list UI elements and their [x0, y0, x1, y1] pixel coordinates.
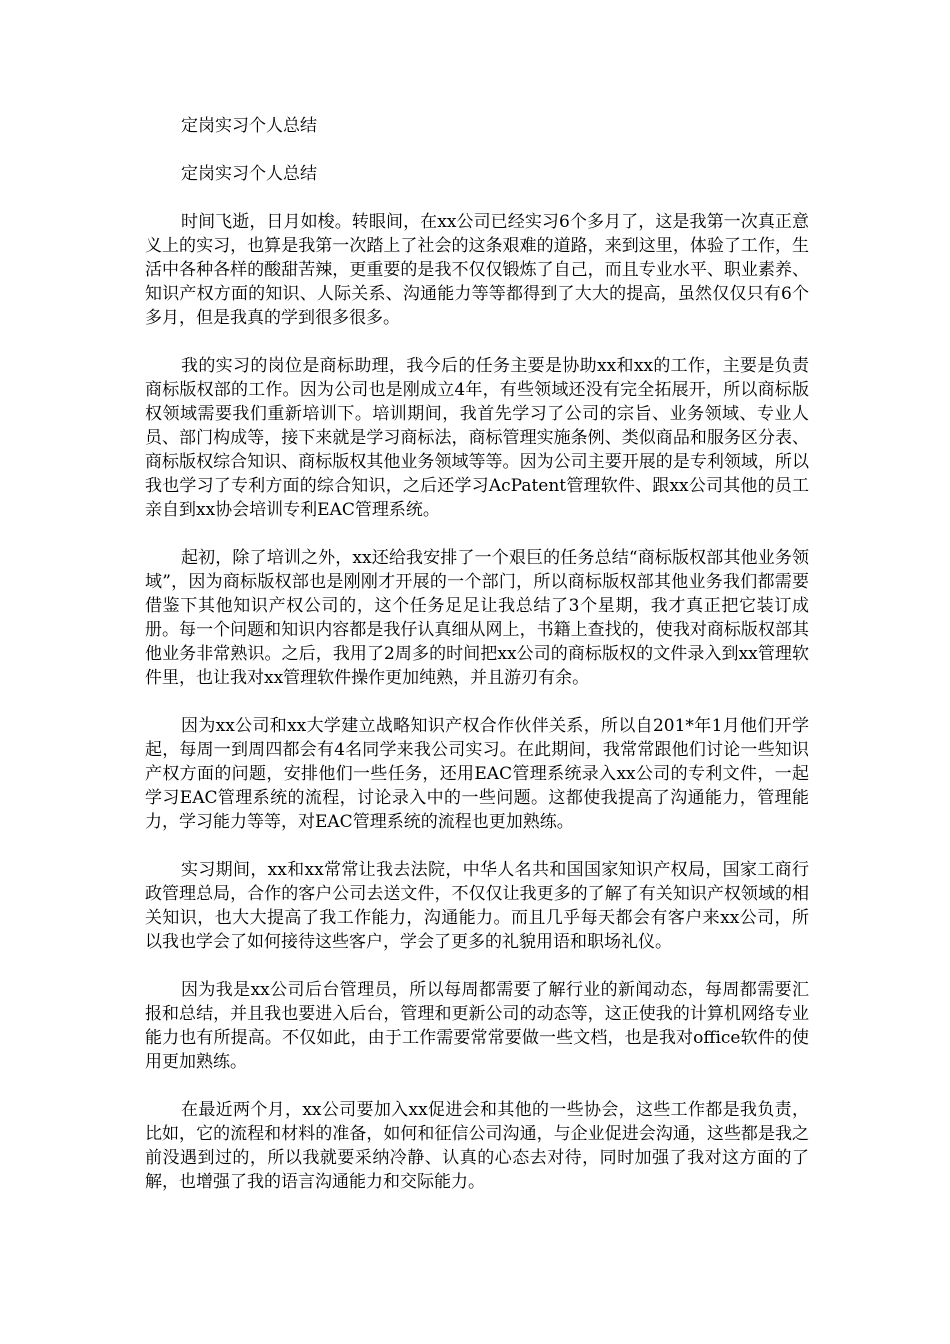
paragraph-7: 在最近两个月，xx公司要加入xx促进会和其他的一些协会，这些工作都是我负责，比如，它的流程和材料的准备，如何和征信公司沟通，与企业促进会沟通，这些都是我之前没遇到过的，所以我就要采纳冷静、认真的心态去对待，同时加强了我对这方面的了解，也增强了我的语言沟通能力和交际能力。: [145, 1100, 809, 1192]
document-title: 定岗实习个人总结: [181, 116, 317, 136]
paragraph-2: 我的实习的岗位是商标助理，我今后的任务主要是协助xx和xx的工作，主要是负责商标版权部的工作。因为公司也是刚成立4年，有些领域还没有完全拓展开，所以商标版权领域需要我们重新培训下。培训期间，我首先学习了公司的宗旨、业务领域、专业人员、部门构成等，接下来就是学习商标法，商标管理实施条例、类似商品和服务区分表、商标版权综合知识、商标版权其他业务领域等等。因为公司主要开展的是专利领域，所以我也学习了专利方面的综合知识，之后还学习AcPatent管理软件、跟xx公司其他的员工亲自到xx协会培训专利EAC管理系统。: [145, 356, 809, 520]
paragraph-4: 因为xx公司和xx大学建立战略知识产权合作伙伴关系，所以自201*年1月他们开学起，每周一到周四都会有4名同学来我公司实习。在此期间，我常常跟他们讨论一些知识产权方面的问题，安排他们一些任务，还用EAC管理系统录入xx公司的专利文件，一起学习EAC管理系统的流程，讨论录入中的一些问题。这都使我提高了沟通能力，管理能力，学习能力等等，对EAC管理系统的流程也更加熟练。: [145, 716, 809, 832]
document-page: [145, 114, 809, 1218]
paragraph-3: 起初，除了培训之外，xx还给我安排了一个艰巨的任务总结“商标版权部其他业务领域”，因为商标版权部也是刚刚才开展的一个部门，所以商标版权部其他业务我们都需要借鉴下其他知识产权公司的，这个任务足足让我总结了3个星期，我才真正把它装订成册。每一个问题和知识内容都是我仔认真细从网上，书籍上查找的，使我对商标版权部其他业务非常熟识。之后，我用了2周多的时间把xx公司的商标版权的文件录入到xx管理软件里，也让我对xx管理软件操作更加纯熟，并且游刃有余。: [145, 548, 809, 688]
document-subtitle: 定岗实习个人总结: [181, 164, 317, 184]
paragraph-6: 因为我是xx公司后台管理员，所以每周都需要了解行业的新闻动态，每周都需要汇报和总结，并且我也要进入后台，管理和更新公司的动态等，这正使我的计算机网络专业能力也有所提高。不仅如此，由于工作需要常常要做一些文档，也是我对office软件的使用更加熟练。: [145, 980, 809, 1072]
paragraph-5: 实习期间，xx和xx常常让我去法院，中华人名共和国国家知识产权局，国家工商行政管理总局，合作的客户公司去送文件，不仅仅让我更多的了解了有关知识产权领域的相关知识，也大大提高了我工作能力，沟通能力。而且几乎每天都会有客户来xx公司，所以我也学会了如何接待这些客户，学会了更多的礼貌用语和职场礼仪。: [145, 860, 809, 952]
paragraph-1: 时间飞逝，日月如梭。转眼间，在xx公司已经实习6个多月了，这是我第一次真正意义上的实习，也算是我第一次踏上了社会的这条艰难的道路，来到这里，体验了工作，生活中各种各样的酸甜苦辣，更重要的是我不仅仅锻炼了自己，而且专业水平、职业素养、知识产权方面的知识、人际关系、沟通能力等等都得到了大大的提高，虽然仅仅只有6个多月，但是我真的学到很多很多。: [145, 212, 809, 328]
